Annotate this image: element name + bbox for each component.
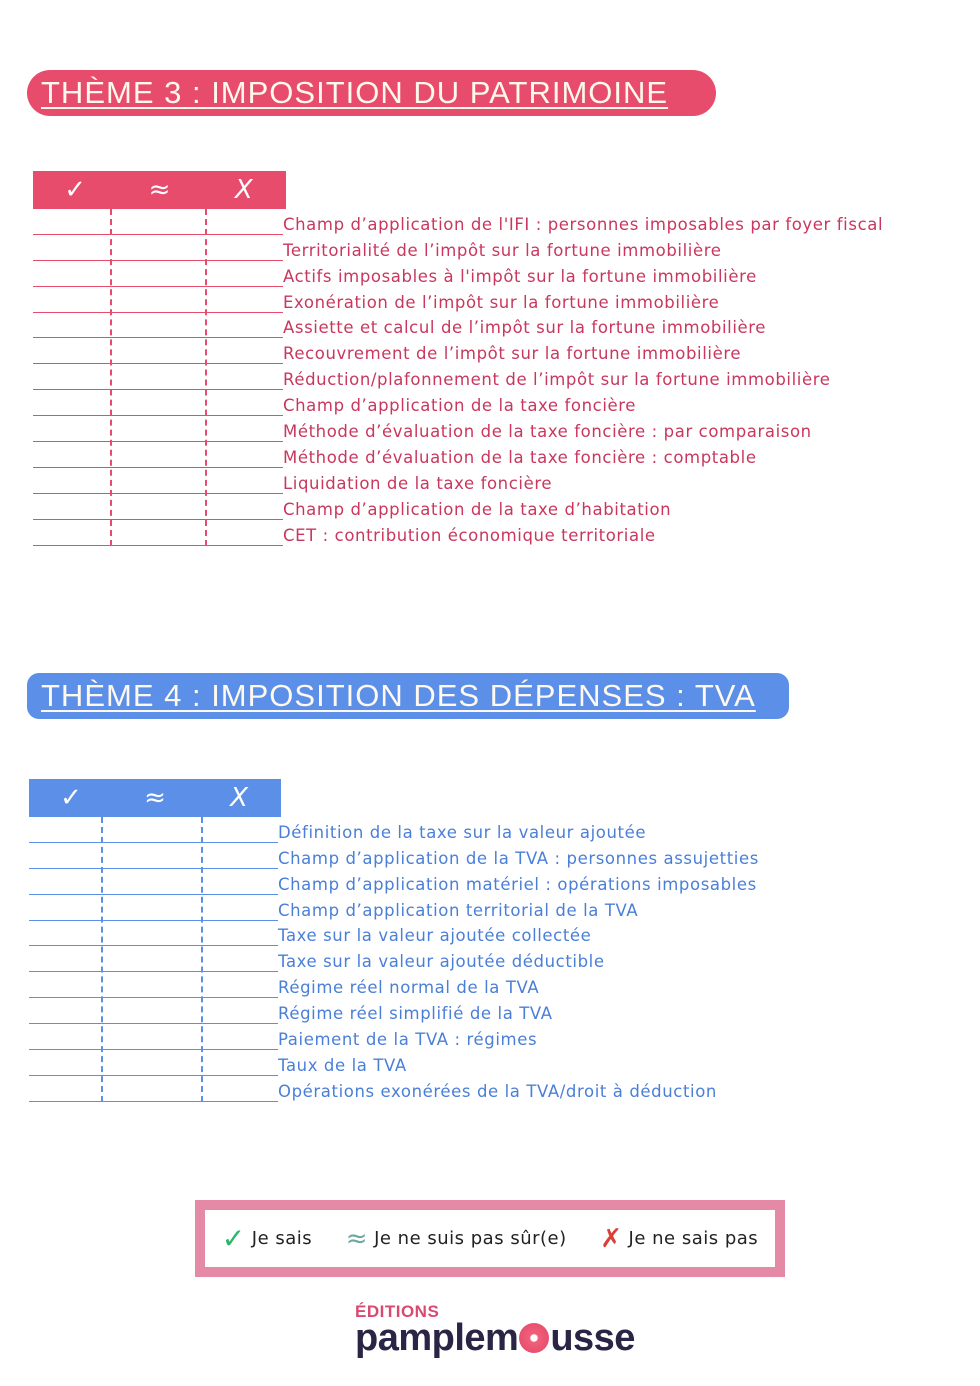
answer-line[interactable] [29, 1101, 278, 1102]
column-divider [201, 817, 203, 1102]
answer-line[interactable] [33, 286, 283, 287]
topic-label: Opérations exonérées de la TVA/droit à déduction [278, 1081, 717, 1101]
topic-label: Champ d’application de l'IFI : personnes imposables par foyer fiscal [283, 214, 884, 234]
topic-label: Taxe sur la valeur ajoutée déductible [278, 952, 605, 972]
answer-line[interactable] [33, 260, 283, 261]
legend-know: Je sais [251, 1228, 313, 1249]
column-divider [101, 817, 103, 1102]
answer-line[interactable] [29, 842, 278, 843]
answer-line[interactable] [29, 868, 278, 869]
squiggle-icon: ≈ [144, 783, 166, 813]
topic-label: Régime réel normal de la TVA [278, 978, 540, 998]
topic-label: Territorialité de l’impôt sur la fortune immobilière [283, 240, 722, 260]
topic-label: Champ d’application territorial de la TVA [278, 900, 639, 920]
answer-line[interactable] [29, 894, 278, 895]
cross-icon: ✗ [600, 1223, 623, 1254]
answer-line[interactable] [33, 545, 283, 546]
answer-line[interactable] [33, 519, 283, 520]
topic-label: Méthode d’évaluation de la taxe foncière : par comparaison [283, 422, 812, 442]
theme3-table-header [33, 171, 286, 209]
topic-label: Actifs imposables à l'impôt sur la fortune immobilière [283, 266, 757, 286]
logo-name-b: usse [550, 1317, 635, 1359]
column-divider [205, 209, 207, 546]
publisher-logo [355, 1302, 635, 1359]
topic-label: Champ d’application de la TVA : personnes assujetties [278, 848, 759, 868]
topic-label: Exonération de l’impôt sur la fortune immobilière [283, 292, 720, 312]
answer-line[interactable] [29, 971, 278, 972]
answer-line[interactable] [33, 389, 283, 390]
topic-label: Paiement de la TVA : régimes [278, 1030, 538, 1050]
legend [195, 1200, 785, 1277]
check-icon: ✓ [221, 1222, 246, 1255]
topic-label: Recouvrement de l’impôt sur la fortune immobilière [283, 344, 742, 364]
legend-unsure: Je ne suis pas sûr(e) [374, 1228, 567, 1249]
squiggle-icon: ≈ [345, 1223, 369, 1254]
answer-line[interactable] [29, 1075, 278, 1076]
legend-dont-know: Je ne sais pas [628, 1228, 759, 1249]
answer-line[interactable] [29, 945, 278, 946]
cross-icon: X [234, 175, 253, 205]
topic-label: Champ d’application de la taxe d’habitation [283, 499, 672, 519]
answer-line[interactable] [33, 337, 283, 338]
answer-line[interactable] [33, 467, 283, 468]
topic-label: Liquidation de la taxe foncière [283, 473, 553, 493]
topic-label: Champ d’application de la taxe foncière [283, 396, 637, 416]
answer-line[interactable] [33, 363, 283, 364]
column-divider [110, 209, 112, 546]
topic-label: Taux de la TVA [278, 1055, 407, 1075]
answer-line[interactable] [33, 493, 283, 494]
answer-line[interactable] [33, 441, 283, 442]
topic-label: Réduction/plafonnement de l’impôt sur la fortune immobilière [283, 370, 831, 390]
logo-name-a: pamplem [355, 1317, 519, 1359]
theme4-table-header [29, 779, 281, 817]
answer-line[interactable] [33, 312, 283, 313]
check-icon: ✓ [64, 175, 87, 205]
answer-line[interactable] [33, 234, 283, 235]
topic-label: Définition de la taxe sur la valeur ajoutée [278, 822, 647, 842]
topic-label: Méthode d’évaluation de la taxe foncière : comptable [283, 447, 757, 467]
topic-label: Assiette et calcul de l’impôt sur la fortune immobilière [283, 318, 767, 338]
topic-label: Taxe sur la valeur ajoutée collectée [278, 926, 592, 946]
topic-label: CET : contribution économique territoriale [283, 525, 656, 545]
cross-icon: X [230, 783, 248, 813]
topic-label: Régime réel simplifié de la TVA [278, 1004, 553, 1024]
check-icon: ✓ [60, 783, 82, 813]
theme4-title: THÈME 4 : IMPOSITION DES DÉPENSES : TVA [27, 673, 789, 719]
grapefruit-icon [519, 1323, 549, 1353]
answer-line[interactable] [29, 920, 278, 921]
answer-line[interactable] [29, 997, 278, 998]
answer-line[interactable] [33, 415, 283, 416]
topic-label: Champ d’application matériel : opérations imposables [278, 874, 757, 894]
answer-line[interactable] [29, 1049, 278, 1050]
squiggle-icon: ≈ [148, 175, 171, 205]
logo-editions: ÉDITIONS [355, 1302, 440, 1321]
theme3-title: THÈME 3 : IMPOSITION DU PATRIMOINE [27, 70, 716, 116]
answer-line[interactable] [29, 1023, 278, 1024]
